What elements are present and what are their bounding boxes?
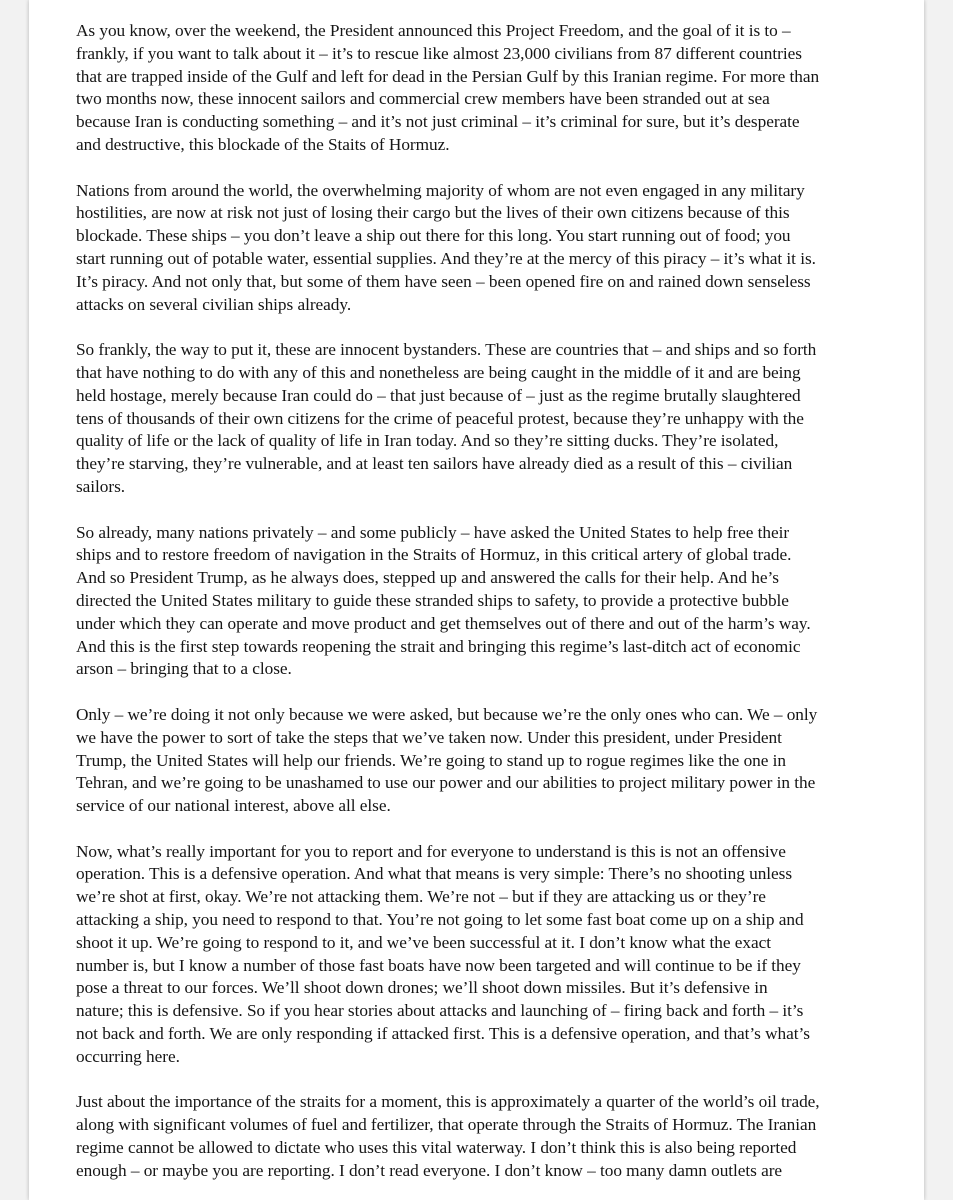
text-line: number is, but I know a number of those fast boats have now been targeted and will continue to be if they bbox=[76, 955, 801, 975]
text-line: that have nothing to do with any of this and nonetheless are being caught in the middle of it and are being bbox=[76, 362, 801, 382]
text-line: under which they can operate and move product and get themselves out of there and out of the harm’s way. bbox=[76, 613, 811, 633]
text-line: service of our national interest, above all else. bbox=[76, 796, 391, 816]
document-page bbox=[29, 0, 924, 1200]
text-line: we have the power to sort of take the steps that we’ve taken now. Under this president, under President bbox=[76, 727, 782, 747]
paragraph bbox=[76, 841, 888, 1069]
text-line: As you know, over the weekend, the President announced this Project Freedom, and the goal of it is to – bbox=[76, 21, 791, 40]
text-line: So frankly, the way to put it, these are innocent bystanders. These are countries that – and ships and so forth bbox=[76, 340, 817, 360]
text-line: ships and to restore freedom of navigation in the Straits of Hormuz, in this critical artery of global trade. bbox=[76, 545, 792, 565]
text-line: shoot it up. We’re going to respond to it, and we’ve been successful at it. I don’t know what the exact bbox=[76, 932, 771, 952]
text-line: operation. This is a defensive operation. And what that means is very simple: There’s no shooting unless bbox=[76, 864, 793, 884]
text-line: nature; this is defensive. So if you hear stories about attacks and launching of – firing back and forth – it’s bbox=[76, 1001, 804, 1021]
text-line: Now, what’s really important for you to report and for everyone to understand is this is not an offensive bbox=[76, 841, 786, 861]
text-line: we’re shot at first, okay. We’re not attacking them. We’re not – but if they are attacking us or they’re bbox=[76, 887, 766, 907]
paragraph bbox=[76, 704, 888, 818]
text-line: not back and forth. We are only responding if attacked first. This is a defensive operation, and that’s what’s bbox=[76, 1024, 810, 1044]
text-line: tens of thousands of their own citizens for the crime of peaceful protest, because they’re unhappy with the bbox=[76, 408, 804, 428]
text-line: So already, many nations privately – and some publicly – have asked the United States to help free their bbox=[76, 522, 790, 542]
paragraph bbox=[76, 20, 888, 157]
text-line: quality of life or the lack of quality of life in Iran today. And so they’re sitting ducks. They’re isolated, bbox=[76, 431, 779, 451]
text-line: Only – we’re doing it not only because we were asked, but because we’re the only ones who can. We – only bbox=[76, 704, 818, 724]
text-line: And so President Trump, as he always does, stepped up and answered the calls for their help. And he’s bbox=[76, 568, 779, 588]
text-line: directed the United States military to guide these stranded ships to safety, to provide a protective bubble bbox=[76, 590, 789, 610]
text-line: Nations from around the world, the overwhelming majority of whom are not even engaged in any military bbox=[76, 180, 805, 200]
text-line: along with significant volumes of fuel and fertilizer, that operate through the Straits of Hormuz. The Iranian bbox=[76, 1115, 817, 1135]
text-line: hostilities, are now at risk not just of losing their cargo but the lives of their own citizens because of this bbox=[76, 203, 790, 223]
paragraph bbox=[76, 180, 888, 317]
text-line: regime cannot be allowed to dictate who uses this vital waterway. I don’t think this is also being reported bbox=[76, 1138, 797, 1158]
text-line: arson – bringing that to a close. bbox=[76, 659, 292, 679]
text-line: frankly, if you want to talk about it – it’s to rescue like almost 23,000 civilians from 87 different countries bbox=[76, 43, 802, 63]
text-line: It’s piracy. And not only that, but some of them have seen – been opened fire on and rained down senseless bbox=[76, 271, 811, 291]
text-line: enough – or maybe you are reporting. I don’t read everyone. I don’t know – too many damn outlets are bbox=[76, 1160, 783, 1180]
text-line: start running out of potable water, essential supplies. And they’re at the mercy of this piracy – it’s what it is. bbox=[76, 248, 816, 268]
text-line: blockade. These ships – you don’t leave a ship out there for this long. You start running out of food; you bbox=[76, 226, 791, 246]
text-line: two months now, these innocent sailors and commercial crew members have been stranded out at sea bbox=[76, 89, 770, 109]
text-line: occurring here. bbox=[76, 1046, 180, 1066]
paragraph bbox=[76, 339, 888, 499]
paragraph bbox=[76, 522, 888, 682]
text-line: Trump, the United States will help our friends. We’re going to stand up to rogue regimes like the one in bbox=[76, 750, 786, 770]
text-line: Tehran, and we’re going to be unashamed to use our power and our abilities to project military power in the bbox=[76, 773, 816, 793]
text-line: and destructive, this blockade of the Staits of Hormuz. bbox=[76, 134, 450, 154]
paragraph bbox=[76, 1091, 888, 1182]
text-line: attacks on several civilian ships already. bbox=[76, 294, 352, 314]
text-line: they’re starving, they’re vulnerable, and at least ten sailors have already died as a result of this – civilian bbox=[76, 454, 793, 474]
text-line: Just about the importance of the straits for a moment, this is approximately a quarter of the world’s oil trade, bbox=[76, 1092, 820, 1112]
text-line: that are trapped inside of the Gulf and left for dead in the Persian Gulf by this Iranian regime. For more than bbox=[76, 66, 820, 86]
text-line: And this is the first step towards reopening the strait and bringing this regime’s last-ditch act of economic bbox=[76, 636, 801, 656]
text-line: pose a threat to our forces. We’ll shoot down drones; we’ll shoot down missiles. But it’s defensive in bbox=[76, 978, 768, 998]
text-line: attacking a ship, you need to respond to that. You’re not going to let some fast boat come up on a ship and bbox=[76, 910, 804, 930]
text-line: sailors. bbox=[76, 476, 126, 496]
text-line: held hostage, merely because Iran could do – that just because of – just as the regime brutally slaughtered bbox=[76, 385, 801, 405]
text-line: because Iran is conducting something – and it’s not just criminal – it’s criminal for sure, but it’s desperate bbox=[76, 112, 800, 132]
document-body bbox=[76, 20, 888, 1200]
